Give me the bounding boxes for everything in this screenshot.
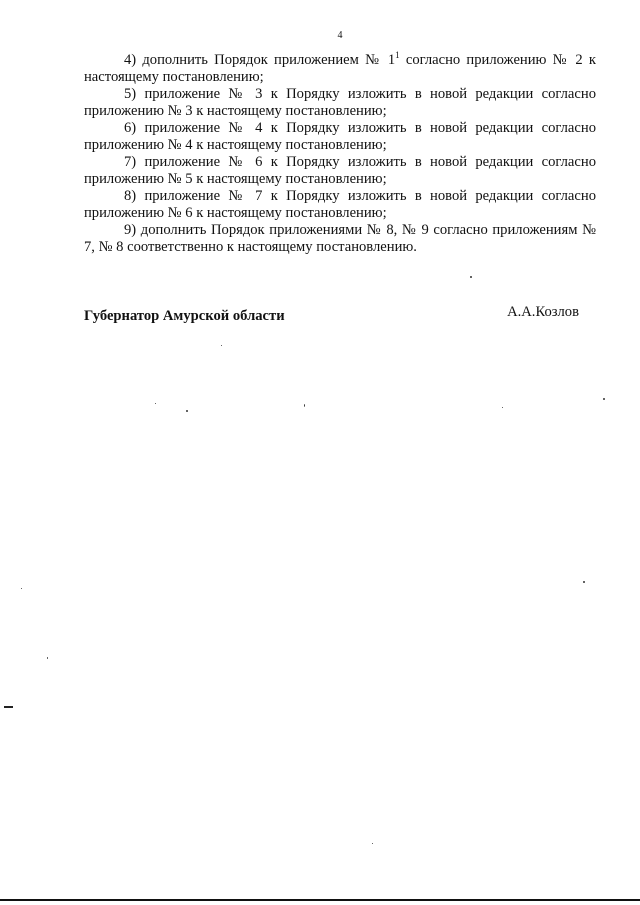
scan-speck bbox=[502, 407, 503, 408]
signatory-position: Губернатор Амурской области bbox=[84, 308, 285, 324]
scan-mark bbox=[4, 706, 13, 708]
list-item-4-text: 4) дополнить Порядок приложением № 1 bbox=[124, 52, 396, 68]
scan-speck bbox=[470, 276, 472, 278]
list-item-9: 9) дополнить Порядок приложениями № 8, № 9 согласно приложениям № 7, № 8 соответственно к настоящему постановлению. bbox=[84, 222, 596, 255]
list-item-7: 7) приложение № 6 к Порядку изложить в новой редакции согласно приложению № 5 к настоящему постановлению; bbox=[84, 154, 596, 187]
page-number: 4 bbox=[337, 30, 343, 41]
scan-speck bbox=[372, 843, 373, 844]
scan-speck bbox=[21, 588, 22, 589]
scan-speck bbox=[583, 581, 585, 583]
scan-speck bbox=[186, 410, 188, 412]
list-item-5: 5) приложение № 3 к Порядку изложить в новой редакции согласно приложению № 3 к настоящему постановлению; bbox=[84, 86, 596, 119]
list-item-4 bbox=[84, 52, 596, 86]
scan-speck bbox=[155, 403, 156, 404]
list-item-6: 6) приложение № 4 к Порядку изложить в новой редакции согласно приложению № 4 к настоящему постановлению; bbox=[84, 120, 596, 153]
scan-speck bbox=[47, 657, 48, 659]
scan-speck bbox=[221, 345, 222, 346]
superscript: 1 bbox=[395, 50, 400, 60]
document-body bbox=[84, 52, 596, 256]
list-item-4-text-cont: согласно приложению № 2 к настоящему постановлению; bbox=[84, 52, 596, 85]
scan-speck bbox=[603, 398, 605, 400]
signatory-name: А.А.Козлов bbox=[507, 304, 579, 320]
scan-edge-line bbox=[0, 899, 640, 901]
list-item-8: 8) приложение № 7 к Порядку изложить в новой редакции согласно приложению № 6 к настоящему постановлению; bbox=[84, 188, 596, 221]
scan-speck bbox=[304, 404, 305, 407]
